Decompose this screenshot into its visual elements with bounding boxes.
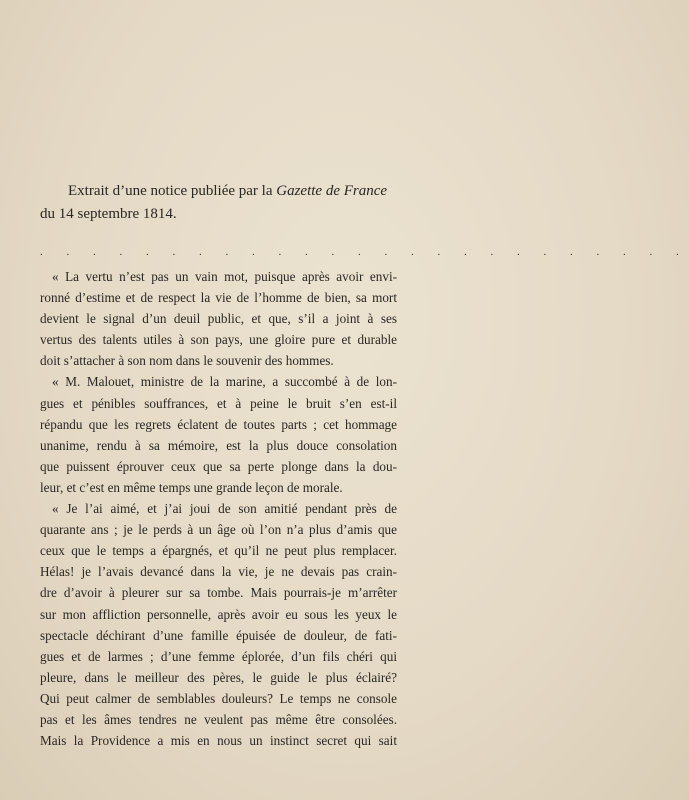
text-line: quarante ans ; je le perds à un âge où l’on n’a plus d’amis que	[40, 522, 397, 538]
text-line: ronné d’estime et de respect la vie de l’homme de bien, sa mort	[40, 290, 397, 306]
heading	[40, 180, 410, 226]
text-line: leur, et c’est en même temps une grande leçon de morale.	[40, 479, 343, 495]
text-line: spectacle déchirant d’une famille épuisée de douleur, de fati-	[40, 627, 397, 643]
text-line: Hélas! je l’avais devancé dans la vie, je ne devais pas crain-	[40, 564, 397, 580]
text-line: pleure, dans le meilleur des pères, le guide le plus éclairé?	[40, 669, 397, 685]
text-line: que puissent éprouver ceux que sa perte plonge dans la dou-	[40, 458, 397, 474]
text-line: « Je l’ai aimé, et j’ai joui de son amitié pendant près de	[52, 501, 397, 517]
text-line: ceux que le temps a épargnés, et qu’il ne peut plus remplacer.	[40, 543, 397, 559]
text-line: Mais la Providence a mis en nous un instinct secret qui sait	[40, 733, 397, 749]
heading-prefix: Extrait d’une notice publiée par la	[68, 183, 277, 199]
text-line: devient le signal d’un deuil public, et que, s’il a joint à ses	[40, 311, 397, 327]
text-line: unanime, rendu à sa mémoire, est la plus douce consolation	[40, 437, 397, 453]
text-line: « La vertu n’est pas un vain mot, puisque après avoir envi-	[52, 269, 397, 284]
paragraph-3	[40, 498, 397, 751]
heading-line-1	[40, 180, 410, 203]
text-line: doit s’attacher à son nom dans le souvenir des hommes.	[40, 353, 334, 369]
paragraph-2	[40, 371, 397, 498]
text-line: « M. Malouet, ministre de la marine, a succombé à de lon-	[52, 374, 397, 390]
text-line: pas et les âmes tendres ne veulent pas même être consolées.	[40, 711, 397, 727]
body-text	[40, 266, 397, 751]
text-line: gues et pénibles souffrances, et à peine le bruit s’en est-il	[40, 395, 397, 411]
text-line: gues et de larmes ; d’une femme éplorée, d’un fils chéri qui	[40, 648, 397, 664]
heading-publication-title: Gazette de France	[276, 183, 388, 199]
text-line: sur mon affliction personnelle, après avoir eu sous les yeux le	[40, 606, 397, 622]
text-line: Qui peut calmer de semblables douleurs? Le temps ne console	[40, 690, 397, 706]
paragraph-1	[40, 266, 397, 371]
separator-dots: . . . . . . . . . . . . . . . . . . . . . . . . .	[40, 246, 689, 258]
text-line: dre d’avoir à pleurer sur sa tombe. Mais pourrais-je m’arrêter	[40, 585, 397, 601]
heading-line-2: du 14 septembre 1814.	[40, 206, 177, 222]
text-line: vertus des talents utiles à son pays, une gloire pure et durable	[40, 332, 397, 348]
text-line: répandu que les regrets éclatent de toutes parts ; cet hommage	[40, 416, 397, 432]
